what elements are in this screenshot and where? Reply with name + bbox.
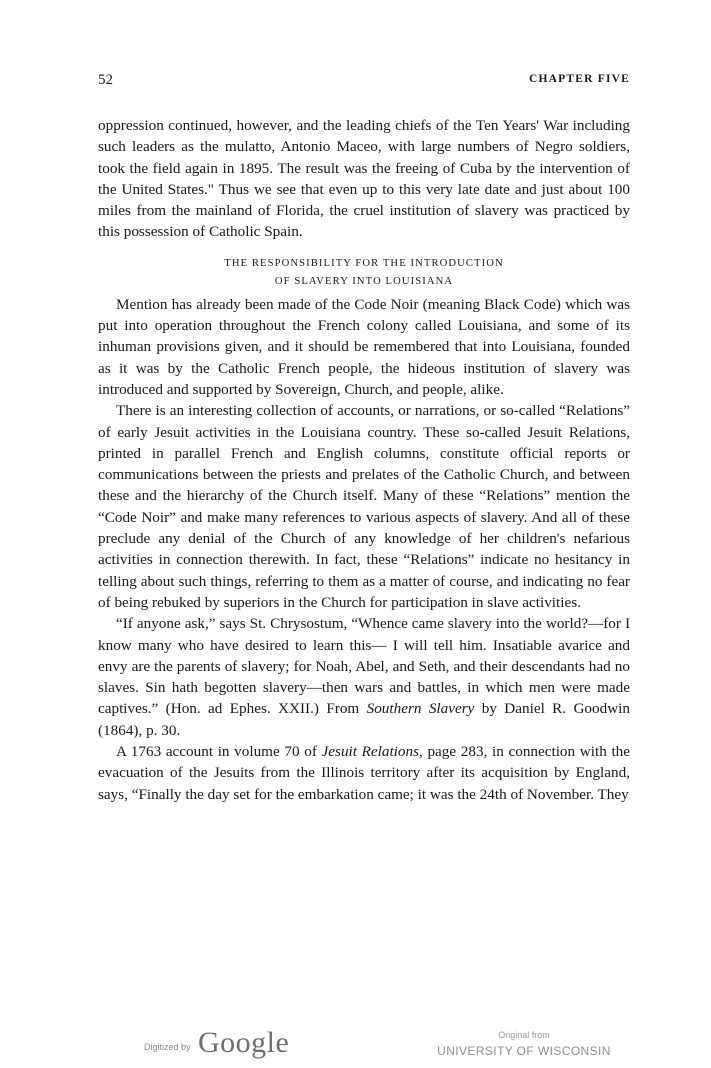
chapter-title: CHAPTER FIVE bbox=[529, 73, 630, 85]
quote-citation: by Daniel R. Goodwin (1864), p. 30. bbox=[98, 700, 630, 739]
paragraph-continuation: oppression continued, however, and the leading chiefs of the Ten Years' War including such leaders as the mulatto, Antonio Maceo, with large numbers of Negro soldiers, took the field again in 1895. The result was the freeing of Cuba by the intervention of the United States." Thus we see that even up to this very late date and just about 100 miles from the mainland of Florida, the cruel institution of slavery was practiced by this possession of Catholic Spain. bbox=[98, 117, 630, 241]
account-text: page 283, in connection with the evacuation of the Jesuits from the Illinois territory after its acquisition by England, says, “Finally the day set for the embarkation came; it was the 24th of November. They bbox=[98, 743, 630, 803]
book-title-jesuit-relations: Jesuit Relations, bbox=[321, 743, 423, 761]
scan-footer bbox=[0, 1026, 711, 1062]
digitized-by-label: Digitized by bbox=[144, 1042, 191, 1052]
university-label: UNIVERSITY OF WISCONSIN bbox=[437, 1044, 611, 1058]
original-from-label: Original from bbox=[498, 1030, 550, 1040]
paragraph-chrysostum-quote bbox=[98, 613, 630, 741]
page-header bbox=[98, 72, 630, 92]
quote-text: “If anyone ask,” says St. Chrysostum, “Whence came slavery into the world?—for I know many who have desired to learn this— I will tell him. Insatiable avarice and envy are the parents of slavery; for Noah, Abel, and Seth, and their descendants had no slaves. Sin hath begotten slavery—then wars and battles, in which men were made captives.” (Hon. ad Ephes. XXII.) From bbox=[98, 615, 630, 718]
book-title-southern-slavery: Southern Slavery bbox=[366, 700, 475, 718]
section-heading-line-1: THE RESPONSIBILITY FOR THE INTRODUCTION bbox=[224, 257, 504, 269]
google-logo: Google bbox=[198, 1026, 290, 1059]
paragraph-jesuit-relations: There is an interesting collection of accounts, or narrations, or so-called “Relations” of early Jesuit activities in the Louisiana country. These so-called Jesuit Relations, printed in parallel French and English columns, constitute official reports or communications between the priests and prelates of the Catholic Church, and between these and the hierarchy of the Church itself. Many of these “Relations” mention the “Code Noir” and make many references to various aspects of slavery. And all of these preclude any denial of the Church of any knowledge of her children's nefarious activities in connection therewith. In fact, these “Relations” indicate no hesitancy in telling about such things, referring to them as a matter of course, and indicating no fear of being rebuked by superiors in the Church for participation in slave activities. bbox=[98, 402, 630, 611]
paragraph-code-noir: Mention has already been made of the Code Noir (meaning Black Code) which was put into operation throughout the French colony called Louisiana, and some of its inhuman provisions given, and it should be remembered that into Louisiana, founded as it was by the Catholic French people, the hideous institution of slavery was introduced and supported by Sovereign, Church, and people, alike. bbox=[98, 295, 630, 398]
section-heading bbox=[98, 255, 630, 291]
page-number: 52 bbox=[98, 72, 113, 88]
account-intro: A 1763 account in volume 70 of bbox=[116, 743, 322, 761]
page-body bbox=[98, 115, 630, 805]
paragraph-1763-account bbox=[98, 741, 630, 805]
section-heading-line-2: OF SLAVERY INTO LOUISIANA bbox=[274, 275, 454, 287]
